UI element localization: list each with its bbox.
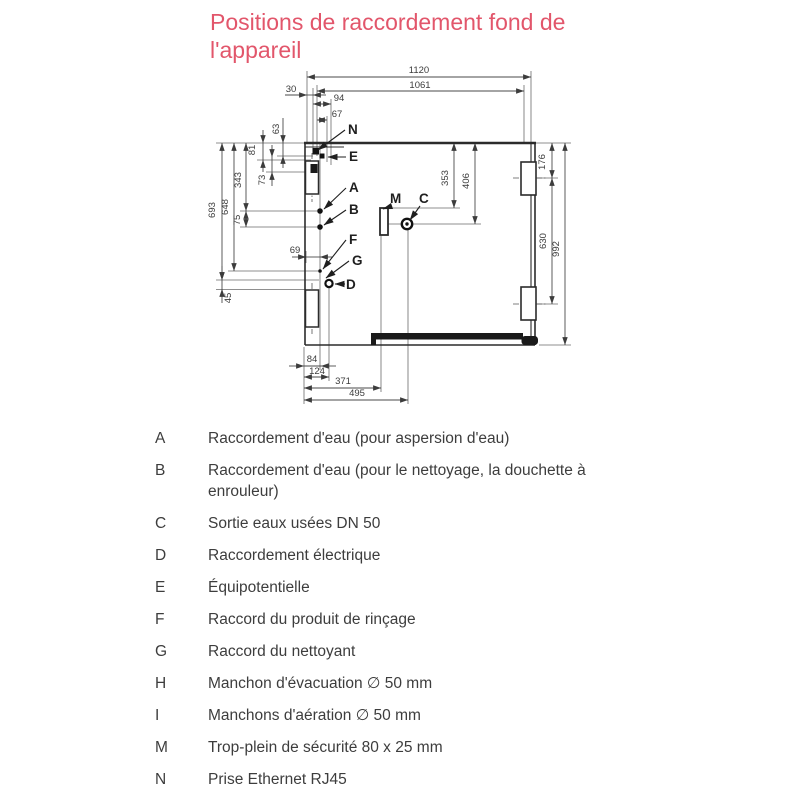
dim-inner-width: 1061: [409, 80, 431, 91]
legend-letter: B: [155, 462, 166, 479]
legend-letter: N: [155, 771, 167, 788]
dim-176: 176: [537, 154, 548, 170]
dim-total-width: 1120: [408, 65, 430, 76]
legend-letter: D: [155, 547, 167, 564]
legend-item-a: [155, 428, 715, 449]
sleeve-detail: [311, 164, 318, 173]
waste-water-outlet-c-center: [405, 222, 408, 225]
ethernet-port-n: [313, 148, 320, 155]
sleeve-right-top: [521, 162, 536, 195]
appliance-outline: [304, 143, 536, 345]
sleeve-right-bottom: [521, 287, 536, 320]
dim-total-height: 992: [551, 241, 562, 257]
legend-item-d: [155, 545, 715, 566]
legend-letter: G: [155, 643, 168, 660]
legend-text: Équipotentielle: [208, 579, 310, 596]
legend-item-n: [155, 769, 715, 790]
legend-text: Sortie eaux usées DN 50: [208, 515, 381, 532]
legend-text: Trop-plein de sécurité 80 x 25 mm: [208, 739, 443, 756]
callout-d: D: [346, 277, 356, 292]
dim-75: 75: [232, 214, 243, 226]
dim-63: 63: [271, 123, 282, 135]
legend-text: Prise Ethernet RJ45: [208, 771, 347, 788]
electrical-connection-d: [325, 280, 332, 287]
legend-item-g: [155, 641, 715, 662]
legend-item-f: [155, 609, 715, 630]
callout-g: G: [352, 253, 363, 268]
callout-f: F: [349, 232, 358, 247]
dim-84: 84: [306, 354, 318, 365]
legend-text: Manchon d'évacuation ∅ 50 mm: [208, 675, 433, 692]
water-connection-a: [317, 208, 323, 214]
legend-text: Raccord du nettoyant: [208, 643, 356, 660]
dim-81: 81: [247, 144, 258, 156]
legend-text: Raccord du produit de rinçage: [208, 611, 416, 628]
dim-94: 94: [333, 93, 345, 104]
callout-a: A: [349, 180, 359, 195]
legend-letter: C: [155, 515, 167, 532]
callout-e: E: [349, 149, 359, 164]
legend-letter: I: [155, 707, 160, 724]
callout-leaders: [318, 130, 420, 284]
legend-item-h: [155, 673, 715, 694]
dim-343: 343: [233, 172, 244, 188]
legend-item-b: [155, 460, 715, 502]
legend-list: [155, 428, 715, 800]
dim-73: 73: [257, 174, 268, 186]
legend-item-e: [155, 577, 715, 598]
water-connection-b: [317, 224, 323, 230]
dim-648: 648: [220, 199, 231, 215]
legend-text: Manchons d'aération ∅ 50 mm: [208, 707, 421, 724]
legend-letter: H: [155, 675, 167, 692]
legend-item-i: [155, 705, 715, 726]
bottom-rail-end: [371, 333, 376, 345]
legend-text: Raccordement électrique: [208, 547, 381, 564]
legend-letter: A: [155, 430, 166, 447]
equipotential-stud-e: [320, 154, 325, 159]
dim-693: 693: [207, 202, 218, 218]
dim-353: 353: [440, 170, 451, 186]
extension-lines: [216, 71, 571, 404]
dim-45: 45: [223, 292, 234, 304]
legend-item-m: [155, 737, 715, 758]
callout-b: B: [349, 202, 359, 217]
legend-letter: F: [155, 611, 165, 628]
overflow-m: [380, 208, 388, 235]
legend-letter: E: [155, 579, 166, 596]
centerlines: [312, 153, 546, 334]
dim-124: 124: [309, 366, 325, 377]
dim-495: 495: [349, 388, 365, 399]
dim-406: 406: [461, 173, 472, 189]
legend-letter: M: [155, 739, 168, 756]
callout-m: M: [390, 191, 402, 206]
callout-c: C: [419, 191, 429, 206]
page-title: Positions de raccordement fond de l'appareil: [210, 9, 566, 64]
corner-foot: [522, 336, 539, 345]
legend-text: Raccordement d'eau (pour aspersion d'eau): [208, 430, 510, 447]
legend-item-c: [155, 513, 715, 534]
dim-371: 371: [335, 376, 351, 387]
legend-text: Raccordement d'eau (pour le nettoyage, la douchette à enrouleur): [208, 462, 586, 500]
dim-630: 630: [538, 233, 549, 249]
dim-69: 69: [289, 245, 301, 256]
bottom-rail: [371, 333, 523, 340]
dim-30: 30: [285, 84, 297, 95]
drain-sleeve-bottom-left: [306, 290, 319, 327]
rinse-aid-connection-f: [318, 269, 322, 273]
callout-n: N: [348, 122, 358, 137]
dim-67: 67: [331, 109, 343, 120]
